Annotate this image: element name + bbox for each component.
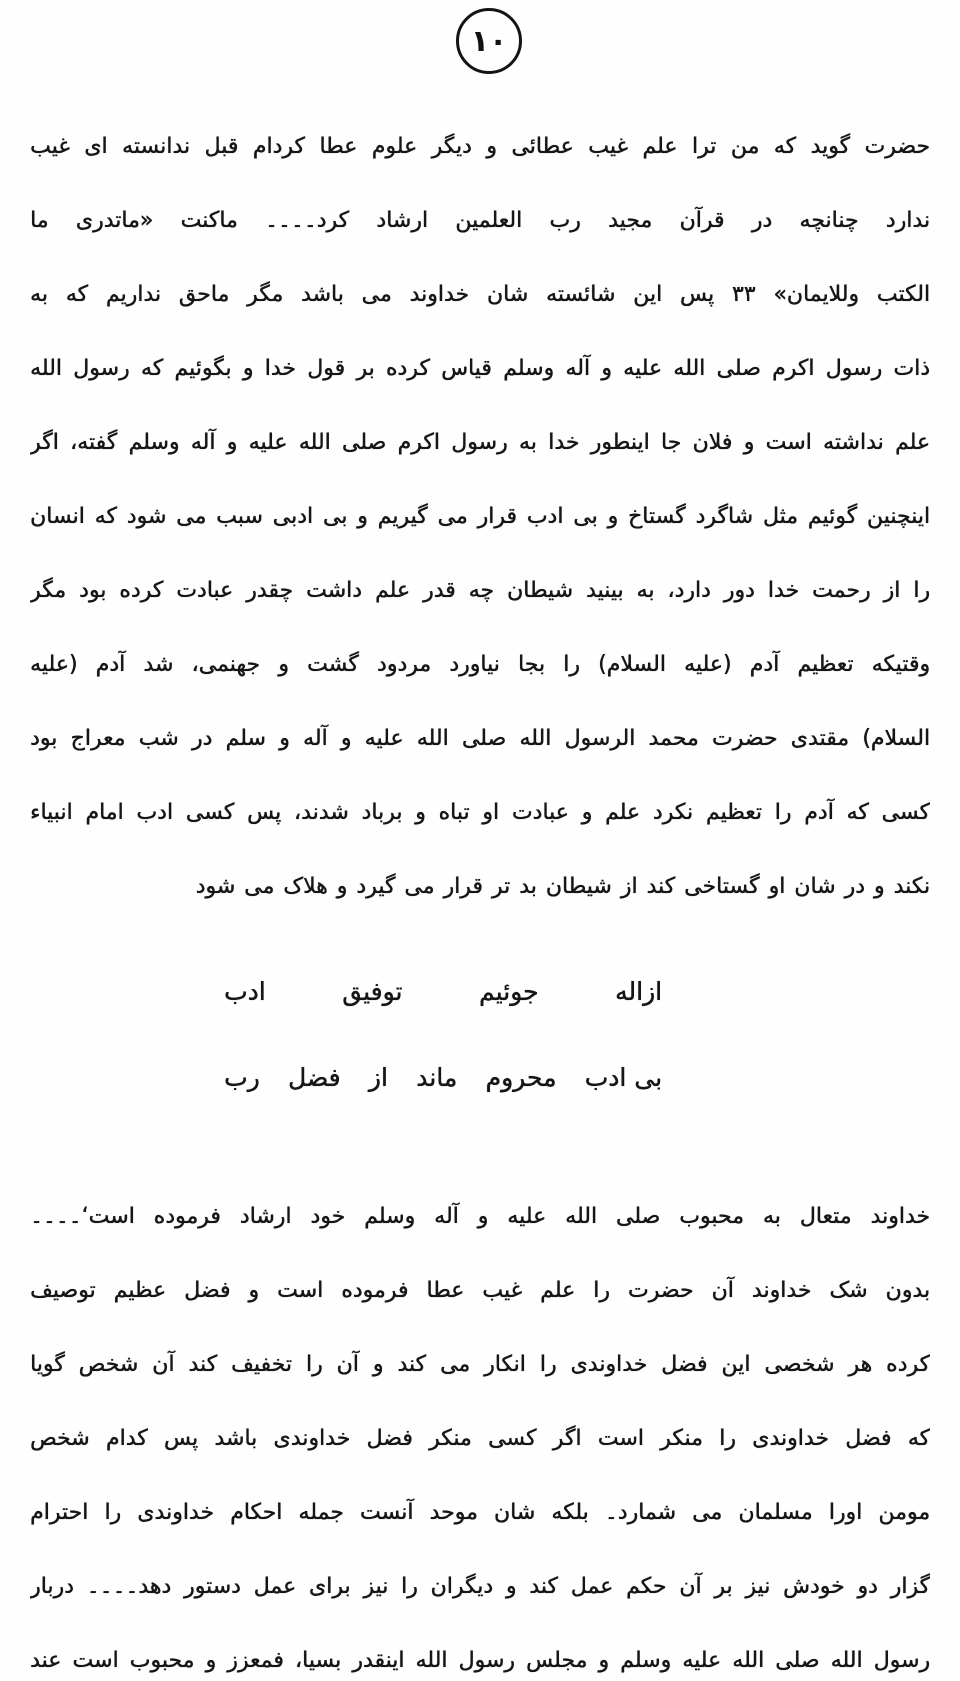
poem-word: فضل (287, 1063, 341, 1092)
text-line: وقتیکه تعظیم آدم (علیه السلام) را بجا نیاورد مردود گشت و جهنمی، شد آدم (علیه (30, 652, 930, 677)
page-number: ۱۰ (470, 23, 508, 59)
poem-word: ادب (224, 977, 266, 1006)
text-line: ذات رسول اکرم صلی الله علیه و آله وسلم قیاس کرده بر قول خدا و بگوئیم که رسول الله (30, 356, 930, 381)
text-line: را از رحمت خدا دور دارد، به بینید شیطان چه قدر علم داشت چقدر عبادت کرده بود مگر (30, 578, 930, 603)
paragraph-1 (30, 112, 930, 926)
text-line: اینچنین گوئیم مثل شاگرد گستاخ و بی ادب قرار می گیریم و بی ادبی سبب می شود که انسان (30, 504, 930, 529)
paragraph-2 (30, 1182, 930, 1681)
poem-line-1 (224, 952, 662, 1038)
text-line: مومن اورا مسلمان می شمارد۔ بلکه شان موحد آنست جمله احکام خداوندی را احترام (30, 1500, 930, 1525)
text-line: الکتب وللایمان» ۳۳ پس این شائسته شان خداوند می باشد مگر ماحق نداریم که به (30, 282, 930, 307)
poem-word: رب (224, 1063, 260, 1092)
poem-word: ماند (416, 1063, 458, 1092)
text-line: که فضل خداوندی را منکر است اگر کسی منکر فضل خداوندی باشد پس کدام شخص (30, 1426, 930, 1451)
poem-word: ازاله (615, 977, 662, 1006)
poem-word: محروم (485, 1063, 557, 1092)
poem-line-2 (224, 1038, 662, 1124)
page-number-badge (456, 8, 522, 74)
poem-word: توفیق (342, 977, 403, 1006)
text-line: کسی که آدم را تعظیم نکرد علم و عبادت او تباه و برباد شدند، پس کسی ادب امام انبیاء (30, 800, 930, 825)
text-line: السلام) مقتدی حضرت محمد الرسول الله صلی الله علیه و آله و سلم در شب معراج بود (30, 726, 930, 751)
text-line: بدون شک خداوند آن حضرت را علم غیب عطا فرموده است و فضل عظیم توصیف (30, 1278, 930, 1303)
text-line: رسول الله صلی الله علیه وسلم و مجلس رسول الله اینقدر بسیا، فمعزز و محبوب است عند (30, 1648, 930, 1673)
text-line: ندارد چنانچه در قرآن مجید رب العلمین ارشاد کرد۔۔۔۔ ماکنت «ماتدری ما (30, 208, 930, 233)
text-line: گزار دو خودش نیز بر آن حکم عمل کند و دیگران را نیز برای عمل دستور دهد۔۔۔۔ دربار (30, 1574, 930, 1599)
poem-word: بی ادب (584, 1063, 662, 1092)
text-line: حضرت گوید که من ترا علم غیب عطائی و دیگر علوم عطا کردام قبل ندانسته ای غیب (30, 134, 930, 159)
text-line: نکند و در شان او گستاخی کند از شیطان بد تر قرار می گیرد و هلاک می شود (195, 874, 930, 899)
text-line: علم نداشته است و فلان جا اینطور خدا به رسول اکرم صلی الله علیه و آله وسلم گفته، اگر (30, 430, 930, 455)
text-line: کرده هر شخصی این فضل خداوندی را انکار می کند و آن را تخفیف کند آن شخص گویا (30, 1352, 930, 1377)
poem-couplet (224, 952, 662, 1124)
poem-word: از (368, 1063, 388, 1092)
text-line: خداوند متعال به محبوب صلی الله علیه و آله وسلم خود ارشاد فرموده است‘۔۔۔۔ (30, 1204, 930, 1229)
poem-word: جوئیم (478, 977, 539, 1006)
